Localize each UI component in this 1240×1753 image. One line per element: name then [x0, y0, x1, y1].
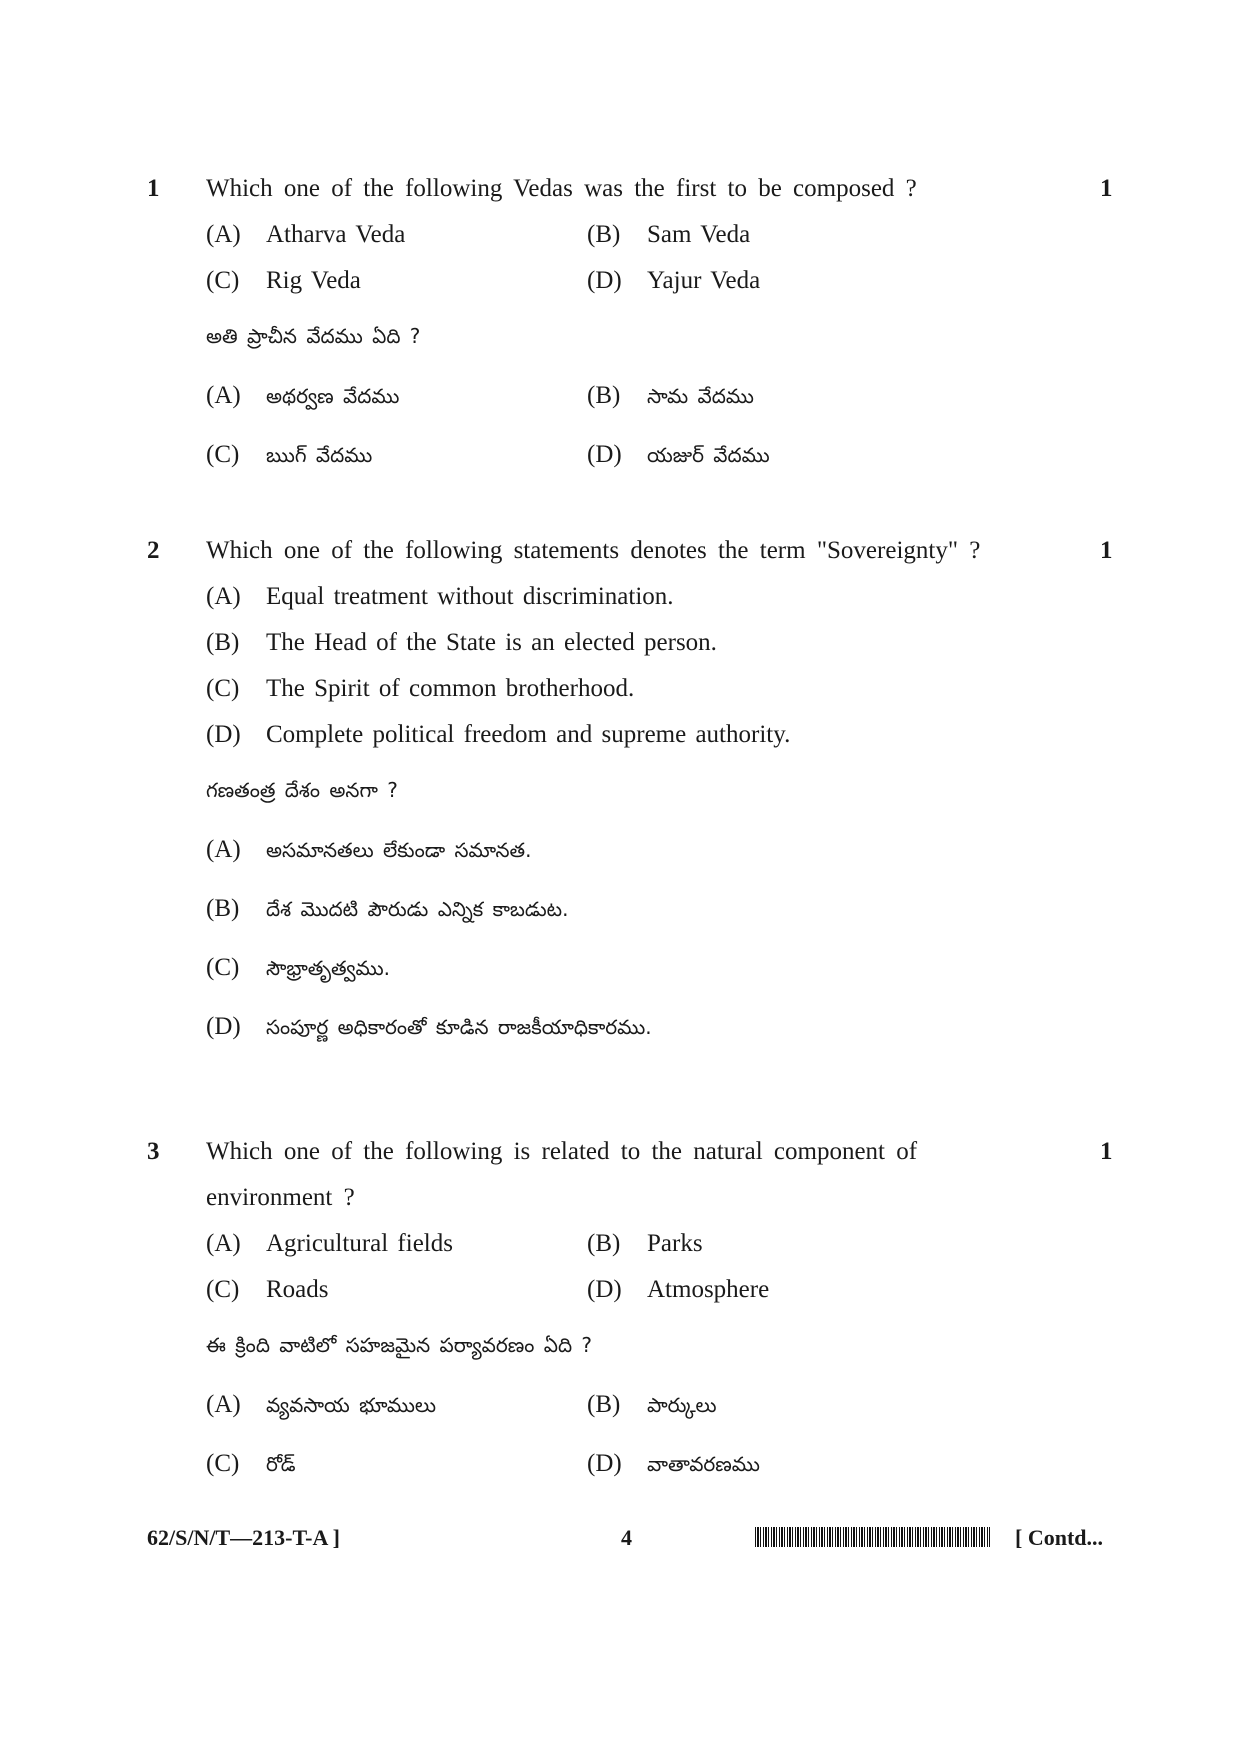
option-b: (B) The Head of the State is an elected person. — [206, 629, 717, 656]
option-c: (C) The Spirit of common brotherhood. — [206, 675, 635, 702]
telugu-question-text: అతి ప్రాచీన వేదము ఏది ? — [206, 324, 421, 348]
question-marks: 1 — [1100, 175, 1113, 202]
telugu-option-b: (B) దేశ మొదటి పౌరుడు ఎన్నిక కాబడుట. — [206, 895, 569, 922]
option-d: (D) Atmosphere — [587, 1276, 770, 1303]
paper-code: 62/S/N/T—213-T-A ] — [147, 1525, 340, 1550]
telugu-option-b: (B) సామ వేదము — [587, 382, 754, 409]
question-number: 1 — [147, 175, 160, 202]
option-d: (D) Complete political freedom and supreme authority. — [206, 721, 791, 748]
barcode-image — [755, 1527, 990, 1547]
question-text: Which one of the following is related to the natural component of environment ? — [206, 1138, 918, 1211]
telugu-option-c: (C) రోడ్ — [206, 1450, 296, 1477]
option-c: (C) Roads — [206, 1276, 329, 1303]
option-c: (C) Rig Veda — [206, 267, 361, 294]
option-b: (B) Sam Veda — [587, 221, 751, 248]
telugu-option-a: (A) అసమానతలు లేకుండా సమానత. — [206, 836, 532, 863]
question-marks: 1 — [1100, 1138, 1113, 1165]
option-a: (A) Agricultural fields — [206, 1230, 453, 1257]
telugu-option-d: (D) సంపూర్ణ అధికారంతో కూడిన రాజకీయాధికారము. — [206, 1013, 652, 1040]
telugu-question-text: గణతంత్ర దేశం అనగా ? — [206, 778, 398, 802]
question-marks: 1 — [1100, 537, 1113, 564]
telugu-option-c: (C) ఋగ్ వేదము — [206, 441, 373, 468]
telugu-option-c: (C) సౌభ్రాతృత్వము. — [206, 954, 390, 981]
option-b: (B) Parks — [587, 1230, 703, 1257]
telugu-option-b: (B) పార్కులు — [587, 1391, 717, 1418]
telugu-option-d: (D) వాతావరణము — [587, 1450, 760, 1477]
question-number: 2 — [147, 537, 160, 564]
telugu-option-a: (A) అథర్వణ వేదము — [206, 382, 400, 409]
option-a: (A) Equal treatment without discrimination. — [206, 583, 674, 610]
continued-label: [ Contd... — [1015, 1525, 1104, 1550]
question-text: Which one of the following statements denotes the term "Sovereignty" ? — [206, 537, 981, 564]
question-number: 3 — [147, 1138, 160, 1165]
option-a: (A) Atharva Veda — [206, 221, 406, 248]
telugu-option-d: (D) యజుర్ వేదము — [587, 441, 770, 468]
telugu-question-text: ఈ క్రింది వాటిలో సహజమైన పర్యావరణం ఏది ? — [206, 1333, 593, 1357]
question-text: Which one of the following Vedas was the first to be composed ? — [206, 175, 917, 202]
page-number: 4 — [621, 1525, 632, 1550]
option-d: (D) Yajur Veda — [587, 267, 761, 294]
telugu-option-a: (A) వ్యవసాయ భూములు — [206, 1391, 436, 1418]
